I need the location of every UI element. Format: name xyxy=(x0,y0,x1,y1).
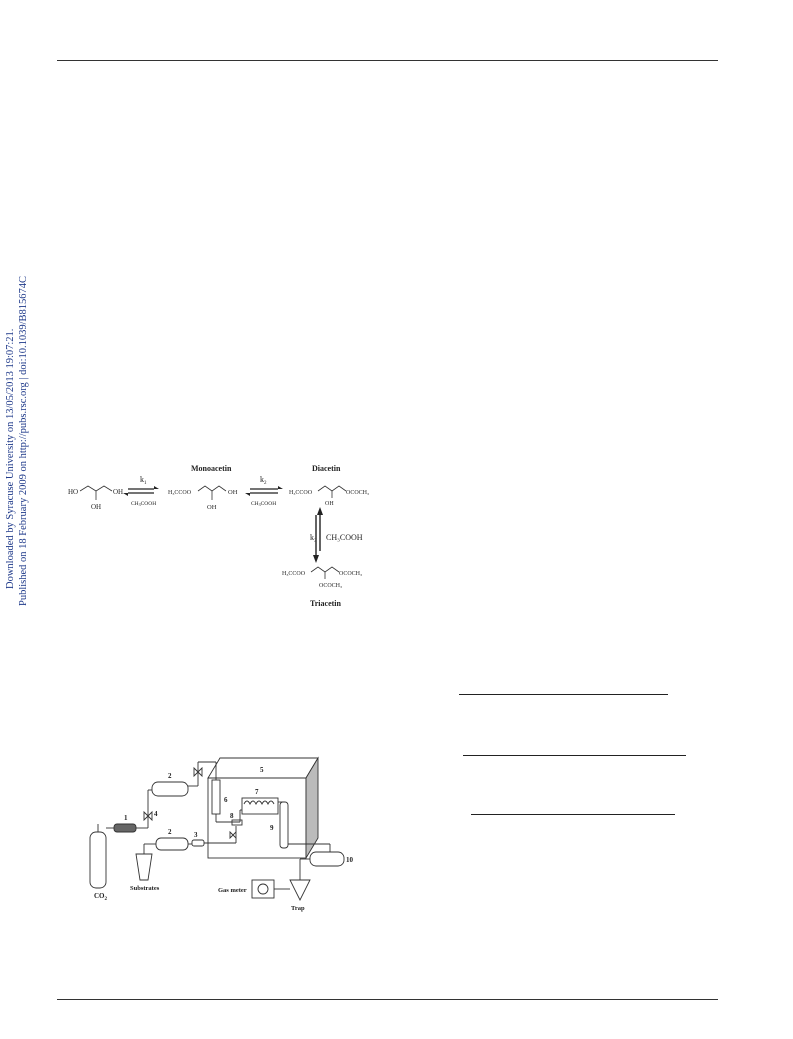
k3-label: $k_3$ xyxy=(310,533,317,544)
valve-8 xyxy=(232,820,242,825)
preheater-6 xyxy=(212,780,220,814)
equilibrium-arrow-k1 xyxy=(123,475,159,507)
co2-pump xyxy=(152,782,188,796)
ref-line-1 xyxy=(459,694,668,695)
glycerol-oh-bottom: OH xyxy=(91,503,102,511)
tri-left: H₃CCOO xyxy=(282,571,306,577)
diacetin-structure xyxy=(289,464,369,507)
mono-left: H₃CCOO xyxy=(168,490,192,496)
trap xyxy=(290,880,310,900)
label-7: 7 xyxy=(255,788,259,796)
oven-side xyxy=(306,758,318,858)
footer-rule xyxy=(57,999,718,1000)
monoacetin-structure xyxy=(168,464,238,511)
label-6: 6 xyxy=(224,796,228,804)
triacetin-structure xyxy=(282,567,362,608)
diacetin-label: Diacetin xyxy=(312,464,341,473)
gas-meter xyxy=(252,880,274,898)
download-watermark[interactable]: Downloaded by Syracuse University on 13/05/2013 19:07:21. xyxy=(5,328,16,589)
substrates-label: Substrates xyxy=(130,885,160,892)
triacetin-label: Triacetin xyxy=(310,599,341,608)
reactor-coil-7 xyxy=(244,801,274,804)
k2-reagent: CH3COOH xyxy=(251,501,277,507)
glycerol-structure xyxy=(68,486,123,511)
k1-reagent: CH3COOH xyxy=(131,501,157,507)
label-3: 3 xyxy=(194,831,198,839)
ref-line-2 xyxy=(463,755,686,756)
publication-watermark[interactable]: Published on 18 February 2009 on http://pubs.rsc.org | doi:10.1039/B815674C xyxy=(18,275,29,606)
substrates-flask xyxy=(136,854,152,880)
label-5: 5 xyxy=(260,766,264,774)
gas-meter-label: Gas meter xyxy=(218,887,247,894)
label-4: 4 xyxy=(154,810,158,818)
reaction-scheme xyxy=(60,455,380,615)
collector-10 xyxy=(310,852,344,866)
mixer-3 xyxy=(192,840,204,846)
di-right: OCOCH₃ xyxy=(346,490,370,496)
mono-right: OH xyxy=(228,489,238,496)
header-rule xyxy=(57,60,718,61)
label-8: 8 xyxy=(230,812,234,820)
tri-right: OCOCH₃ xyxy=(339,571,363,577)
label-10: 10 xyxy=(346,856,353,864)
co2-label: $CO_2$ xyxy=(94,892,107,902)
label-9: 9 xyxy=(270,824,274,832)
trap-label: Trap xyxy=(291,905,305,912)
equilibrium-arrow-k2 xyxy=(245,475,283,507)
apparatus-diagram xyxy=(80,740,370,920)
co2-cylinder xyxy=(90,832,106,888)
label-2-bottom: 2 xyxy=(168,828,172,836)
label-1: 1 xyxy=(124,814,128,822)
substrate-pump xyxy=(156,838,188,850)
tri-bottom: OCOCH₃ xyxy=(319,583,343,589)
glycerol-ho: HO xyxy=(68,488,79,496)
monoacetin-label: Monoacetin xyxy=(191,464,232,473)
label-2-top: 2 xyxy=(168,772,172,780)
glycerol-oh: OH xyxy=(113,488,124,496)
ref-line-3 xyxy=(471,814,675,815)
di-left: H₃CCOO xyxy=(289,490,313,496)
di-bottom: OH xyxy=(325,501,334,507)
k2-label: $k_2$ xyxy=(260,475,267,486)
mono-bottom: OH xyxy=(207,504,217,511)
k1-label: $k_1$ xyxy=(140,475,147,486)
equilibrium-arrow-k3 xyxy=(310,507,363,563)
co2-cooler xyxy=(114,824,136,832)
separator-9 xyxy=(280,802,288,848)
k3-reagent: CH₃COOH xyxy=(326,533,363,542)
